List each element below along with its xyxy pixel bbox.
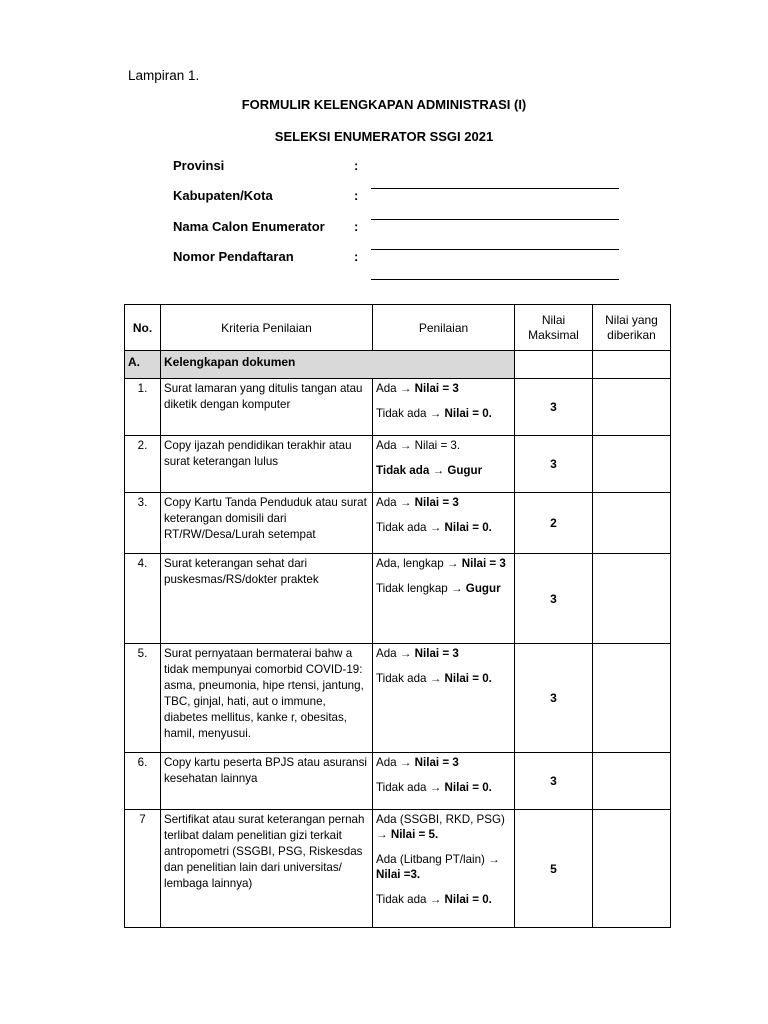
- arrow-right-icon: →: [399, 496, 412, 509]
- arrow-right-icon: →: [488, 853, 500, 866]
- penilaian-option: Ada → Nilai = 3.: [376, 439, 461, 452]
- arrow-right-icon: →: [429, 521, 442, 534]
- row-nilai-diberikan[interactable]: [593, 554, 671, 644]
- field-colon: :: [354, 158, 359, 173]
- penilaian-option: Tidak ada → Gugur: [376, 464, 483, 477]
- penilaian-option: Ada, lengkap → Nilai = 3: [376, 557, 506, 570]
- arrow-right-icon: →: [399, 382, 412, 395]
- header-kriteria: Kriteria Penilaian: [161, 305, 373, 351]
- field-colon: :: [354, 219, 359, 234]
- field-colon: :: [354, 188, 359, 203]
- penilaian-option: Ada → Nilai = 3: [376, 647, 459, 660]
- arrow-right-icon: →: [429, 672, 442, 685]
- fill-line-pendaftaran[interactable]: [371, 279, 619, 280]
- arrow-right-icon: →: [399, 756, 412, 769]
- table-row: [125, 753, 671, 810]
- row-penilaian: [373, 436, 515, 493]
- penilaian-option: Ada → Nilai = 3: [376, 496, 459, 509]
- row-no: 5.: [125, 644, 161, 753]
- row-penilaian: [373, 810, 515, 928]
- fill-line-nama[interactable]: [371, 219, 619, 220]
- table-header-row: [125, 305, 671, 351]
- arrow-right-icon: →: [399, 439, 412, 452]
- header-nilai-diberikan-line1: Nilai yang: [605, 312, 658, 327]
- row-kriteria: Surat keterangan sehat dari puskesmas/RS/dokter praktek: [161, 554, 373, 644]
- header-penilaian: Penilaian: [373, 305, 515, 351]
- penilaian-option: Tidak ada → Nilai = 0.: [376, 893, 492, 906]
- row-no: 2.: [125, 436, 161, 493]
- row-nilai-maksimal: 3: [515, 753, 593, 810]
- fill-line-kabupaten[interactable]: [371, 188, 619, 189]
- row-nilai-maksimal: 5: [515, 810, 593, 928]
- row-penilaian: [373, 554, 515, 644]
- row-no: 6.: [125, 753, 161, 810]
- form-title: FORMULIR KELENGKAPAN ADMINISTRASI (I): [241, 97, 527, 112]
- section-label: Kelengkapan dokumen: [161, 351, 515, 379]
- field-label-provinsi: Provinsi: [173, 158, 225, 173]
- row-no: 4.: [125, 554, 161, 644]
- penilaian-option: Tidak ada → Nilai = 0.: [376, 781, 492, 794]
- row-kriteria: Sertifikat atau surat keterangan pernah terlibat dalam penelitian gizi terkait antropometri (SSGBI, PSG, Riskesdas dan penelitian lain dari universitas/ lembaga lainnya): [161, 810, 373, 928]
- row-nilai-diberikan[interactable]: [593, 810, 671, 928]
- row-penilaian: [373, 493, 515, 554]
- field-label-kabupaten: Kabupaten/Kota: [173, 188, 273, 203]
- arrow-right-icon: →: [399, 647, 412, 660]
- row-nilai-maksimal: 3: [515, 436, 593, 493]
- penilaian-option: Ada → Nilai = 3: [376, 756, 459, 769]
- field-label-nomor: Nomor Pendaftaran: [173, 249, 294, 264]
- header-nilai-maksimal: [515, 305, 593, 351]
- arrow-right-icon: →: [429, 407, 442, 420]
- penilaian-option: Tidak ada → Nilai = 0.: [376, 407, 492, 420]
- header-nilai-diberikan-line2: diberikan: [607, 327, 656, 342]
- penilaian-option: Ada → Nilai = 3: [376, 382, 459, 395]
- header-nilai-diberikan: [593, 305, 671, 351]
- row-penilaian: [373, 379, 515, 436]
- section-no: A.: [125, 351, 161, 379]
- row-no: 3.: [125, 493, 161, 554]
- table-row: [125, 493, 671, 554]
- table-row: [125, 810, 671, 928]
- header-nilai-maksimal-line2: Maksimal: [528, 327, 579, 342]
- table-row: [125, 436, 671, 493]
- row-nilai-maksimal: 3: [515, 644, 593, 753]
- section-empty-cell: [593, 351, 671, 379]
- row-kriteria: Copy ijazah pendidikan terakhir atau surat keterangan lulus: [161, 436, 373, 493]
- field-label-nama: Nama Calon Enumerator: [173, 219, 325, 234]
- fill-line-nomor[interactable]: [371, 249, 619, 250]
- arrow-right-icon: →: [429, 893, 442, 906]
- row-nilai-maksimal: 3: [515, 554, 593, 644]
- header-no: No.: [125, 305, 161, 351]
- penilaian-option: Tidak ada → Nilai = 0.: [376, 672, 492, 685]
- row-nilai-diberikan[interactable]: [593, 436, 671, 493]
- penilaian-option: Ada (SSGBI, RKD, PSG) → Nilai = 5.: [376, 813, 505, 841]
- penilaian-option: Tidak lengkap → Gugur: [376, 582, 501, 595]
- row-nilai-diberikan[interactable]: [593, 753, 671, 810]
- arrow-right-icon: →: [429, 781, 442, 794]
- section-empty-cell: [515, 351, 593, 379]
- field-colon: :: [354, 249, 359, 264]
- row-no: 7: [125, 810, 161, 928]
- row-nilai-maksimal: 3: [515, 379, 593, 436]
- row-penilaian: [373, 753, 515, 810]
- assessment-table: [124, 304, 671, 928]
- arrow-right-icon: →: [432, 464, 445, 477]
- row-penilaian: [373, 644, 515, 753]
- row-nilai-diberikan[interactable]: [593, 493, 671, 554]
- header-nilai-maksimal-line1: Nilai: [541, 312, 566, 327]
- table-row: [125, 379, 671, 436]
- penilaian-option: Tidak ada → Nilai = 0.: [376, 521, 492, 534]
- row-kriteria: Surat pernyataan bermaterai bahw a tidak mempunyai comorbid COVID-19: asma, pneumonia, hipe rtensi, jantung, TBC, ginjal, hati, aut o immune, diabetes mellitus, kanke r, obesitas, hamil, menyusui.: [161, 644, 373, 753]
- lampiran-label: Lampiran 1.: [128, 68, 200, 83]
- form-subtitle: SELEKSI ENUMERATOR SSGI 2021: [274, 129, 494, 144]
- penilaian-option: Ada (Litbang PT/lain) → Nilai =3.: [376, 853, 500, 881]
- row-nilai-maksimal: 2: [515, 493, 593, 554]
- row-nilai-diberikan[interactable]: [593, 379, 671, 436]
- row-kriteria: Surat lamaran yang ditulis tangan atau diketik dengan komputer: [161, 379, 373, 436]
- section-row: [125, 351, 671, 379]
- row-kriteria: Copy kartu peserta BPJS atau asuransi kesehatan lainnya: [161, 753, 373, 810]
- table-row: [125, 644, 671, 753]
- arrow-right-icon: →: [450, 582, 463, 595]
- row-nilai-diberikan[interactable]: [593, 644, 671, 753]
- row-no: 1.: [125, 379, 161, 436]
- row-kriteria: Copy Kartu Tanda Penduduk atau surat keterangan domisili dari RT/RW/Desa/Lurah setempat: [161, 493, 373, 554]
- arrow-right-icon: →: [376, 828, 388, 841]
- table-row: [125, 554, 671, 644]
- arrow-right-icon: →: [446, 557, 459, 570]
